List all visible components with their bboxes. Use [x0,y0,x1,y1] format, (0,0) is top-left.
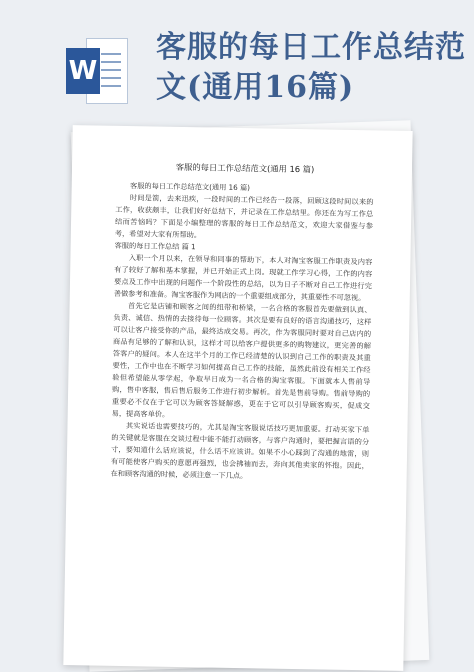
header-banner [0,0,474,118]
document-subtitle: 客服的每日工作总结范文(通用 16 篇) [130,181,251,193]
intro-paragraph: 时间是箭，去来迅疾，一段时间的工作已经告一段落，回顾这段时间以来的工作，收获颇丰，让我们好好总结下，并记录在工作总结里。你还在为写工作总结而苦恼吗？下面是小编整理的客服的每日工作总结范文，欢迎大家借鉴与参考，希望对大家有所帮助。 [114,193,374,240]
word-logo-letter: W [66,48,100,94]
document-body [111,160,375,484]
document-page [63,125,412,671]
body-paragraph: 首先它是店铺和顾客之间的纽带和桥梁，一名合格的客服首先要做到认真、负责、诚信、热情的去接待每一位顾客。其次是要有良好的语言沟通技巧，这样可以让客户接受你的产品，最终达成交易。再次，作为客服同时要对自己店内的商品有足够的了解和认识，这样才可以给客户提供更多的购物建议，更完善的解答客户的疑问。本人在这半个月的工作已经清楚的认识到自己工作的职责及其重要性，工作中也在不断学习如何提高自己工作的技能，虽然此前没有相关工作经验但希望能从零学起，争取早日成为一名合格的淘宝客服。下面就本人售前导购，售中客服，售后售后服务工作进行初步解析。首先是售前导购。售前导购的重要必不仅在于它可以为顾客答疑解惑，更在于它可以引导顾客购买，促成交易，提高客单价。 [111,301,372,419]
body-paragraph: 入职一个月以来，在领导和同事的帮助下，本人对淘宝客服工作职责及内容有了较好了解和基本掌握，并已开始正式上岗。现就工作学习心得，工作的内容要点及工作中出现的问题作一个阶段性的总结，以为日子不断对自己工作进行完善做参考和准备。淘宝客服作为网店的一个重要组成部分，其重要性不可忽视。 [113,253,373,303]
document-title: 客服的每日工作总结范文(通用 16 篇) [175,161,315,175]
banner-title: 客服的每日工作总结范文(通用16篇) [156,30,466,105]
section-heading: 客服的每日工作总结 篇 1 [114,240,196,252]
body-paragraph: 其实说话也需要技巧的，尤其是淘宝客服说话技巧更加重要。打动买家下单的关键就是客服在交谈过程中能不能打动顾客，与客户沟通时，要把握言语的分寸，要知道什么话应该说，什么话不应该讲。如果不小心踩到了沟通的地雷，则有可能使客户购买的意愿再强烈，也会拂袖而去，奔向其他卖家的怀抱。因此，在和顾客沟通的时候，必须注意一下几点。 [110,421,370,481]
word-app-icon [66,38,128,104]
